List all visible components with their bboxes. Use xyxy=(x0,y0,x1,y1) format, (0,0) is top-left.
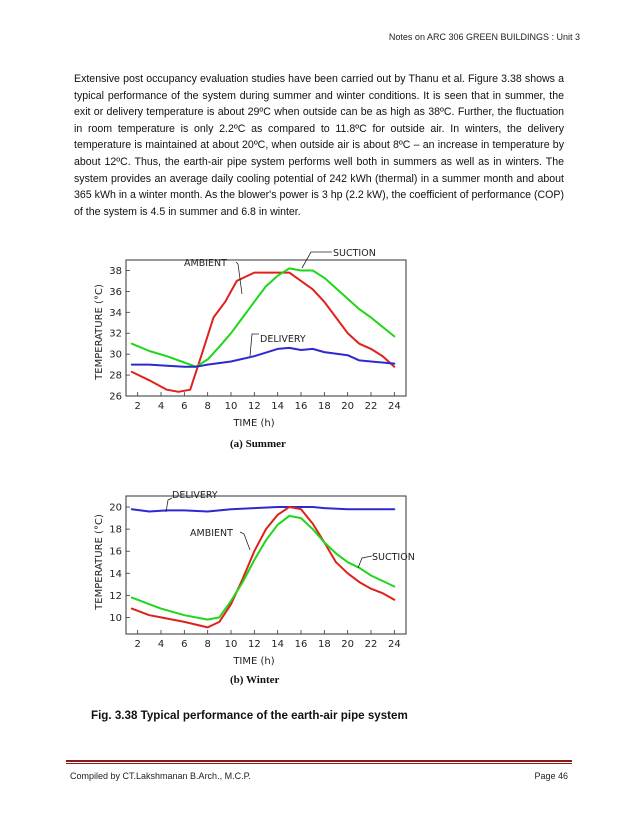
y-tick-label: 10 xyxy=(109,612,122,624)
x-tick-label: 4 xyxy=(157,639,165,650)
series-line-ambient xyxy=(132,507,395,627)
footer-credit: Compiled by CT.Lakshmanan B.Arch., M.C.P. xyxy=(70,771,251,781)
x-axis-label: TIME (h) xyxy=(233,656,275,667)
page-header: Notes on ARC 306 GREEN BUILDINGS : Unit 3 xyxy=(388,32,580,42)
y-tick-label: 38 xyxy=(109,265,122,277)
winter-chart-svg xyxy=(88,486,418,676)
x-tick-label: 16 xyxy=(294,401,308,412)
ambient-leader xyxy=(240,532,250,550)
x-tick-label: 8 xyxy=(204,401,211,412)
x-tick-label: 24 xyxy=(387,401,401,412)
plot-frame xyxy=(126,260,406,396)
y-tick-label: 12 xyxy=(109,590,122,602)
x-tick-label: 12 xyxy=(247,639,261,650)
y-tick-label: 34 xyxy=(109,307,122,319)
body-paragraph: Extensive post occupancy evaluation studies have been carried out by Thanu et al. Figure 3.38 shows a typical performance of the system during summer and winter conditions. It is seen that in summer, the exit or delivery temperature is about 29ºC when outside can be as high as 38ºC. Further, the fluctuation in room temperature is only 2.2ºC as compared to 11.8ºC for outside air. In winters, the delivery temperature is maintained at about 20ºC, when outside air is about 8ºC – an increase in temperature by about 12ºC. Thus, the earth-air pipe system performs well both in summers as well as in winters. The system provides an average daily cooling potential of 242 kWh (thermal) in a summer month and about 365 kWh in a winter month. As the blower's power is 3 hp (2.2 kW), the coefficient of performance (COP) of the system is 4.5 in summer and 6.8 in winter. xyxy=(74,73,564,218)
x-tick-label: 10 xyxy=(224,639,238,650)
x-tick-label: 20 xyxy=(341,639,355,650)
x-tick-label: 24 xyxy=(387,639,401,650)
summer-chart-svg xyxy=(88,246,418,436)
x-tick-label: 22 xyxy=(364,639,378,650)
y-tick-label: 30 xyxy=(109,349,122,361)
summer-chart xyxy=(88,246,418,436)
ambient-annotation: AMBIENT xyxy=(190,528,233,539)
page-number: Page 46 xyxy=(534,771,568,781)
plot-frame xyxy=(126,496,406,634)
y-axis-label: TEMPERATURE (°C) xyxy=(94,284,105,380)
series-line-suction xyxy=(132,268,395,366)
x-tick-label: 18 xyxy=(317,639,331,650)
x-tick-label: 14 xyxy=(271,639,285,650)
series-line-delivery xyxy=(132,507,395,512)
winter-chart xyxy=(88,486,418,676)
footer-rule-thin xyxy=(66,763,572,764)
summer-caption: (a) Summer xyxy=(230,438,286,450)
x-tick-label: 8 xyxy=(204,639,211,650)
y-tick-label: 36 xyxy=(109,286,122,298)
x-tick-label: 16 xyxy=(294,639,308,650)
delivery-annotation: DELIVERY xyxy=(260,334,306,345)
x-tick-label: 6 xyxy=(181,401,188,412)
y-tick-label: 16 xyxy=(109,546,122,558)
x-tick-label: 22 xyxy=(364,401,378,412)
x-tick-label: 14 xyxy=(271,401,285,412)
suction-annotation: SUCTION xyxy=(333,248,376,259)
y-tick-label: 28 xyxy=(109,370,122,382)
delivery-leader xyxy=(250,334,259,356)
x-tick-label: 4 xyxy=(157,401,165,412)
x-tick-label: 20 xyxy=(341,401,355,412)
x-tick-label: 6 xyxy=(181,639,188,650)
delivery-annotation: DELIVERY xyxy=(172,490,218,501)
x-tick-label: 2 xyxy=(134,639,141,650)
suction-annotation: SUCTION xyxy=(372,552,415,563)
x-axis-label: TIME (h) xyxy=(233,418,275,429)
y-tick-label: 32 xyxy=(109,328,122,340)
y-tick-label: 18 xyxy=(109,524,122,536)
series-line-suction xyxy=(132,516,395,620)
figure-caption: Fig. 3.38 Typical performance of the earth-air pipe system xyxy=(91,709,408,722)
x-tick-label: 18 xyxy=(317,401,331,412)
suction-leader xyxy=(358,556,372,568)
y-tick-label: 20 xyxy=(109,502,122,514)
ambient-annotation: AMBIENT xyxy=(184,258,227,269)
y-tick-label: 26 xyxy=(109,391,122,403)
x-tick-label: 10 xyxy=(224,401,238,412)
y-axis-label: TEMPERATURE (°C) xyxy=(94,514,105,610)
footer-rule xyxy=(66,760,572,762)
x-tick-label: 2 xyxy=(134,401,141,412)
y-tick-label: 14 xyxy=(109,568,122,580)
winter-caption: (b) Winter xyxy=(230,674,280,686)
x-tick-label: 12 xyxy=(247,401,261,412)
